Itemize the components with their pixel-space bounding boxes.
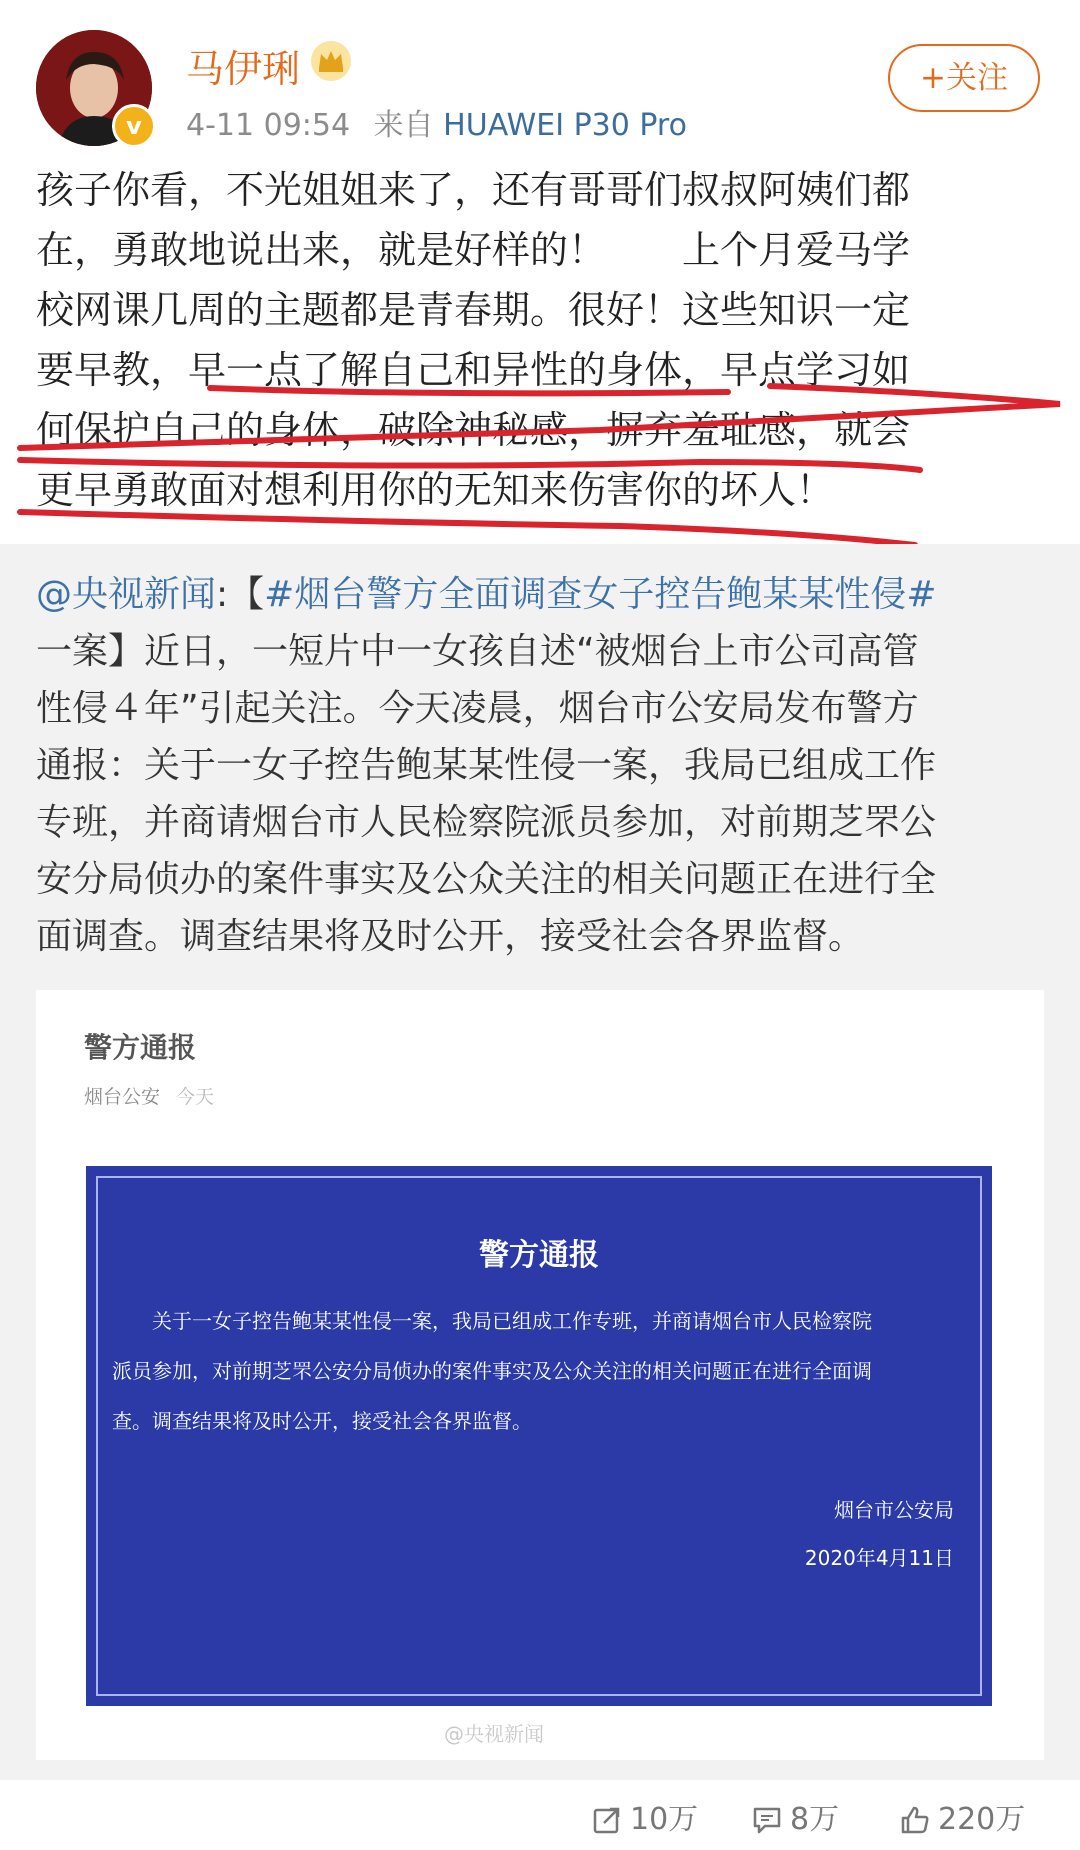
notice-image[interactable] (36, 990, 1044, 1760)
watermark: @央视新闻 (444, 1722, 544, 1746)
notice-time: 今天 (176, 1086, 215, 1108)
repost-line: 安分局侦办的案件事实及公众关注的相关问题正在进行全 (36, 859, 937, 900)
verified-badge-icon: v (112, 104, 156, 148)
repost-line: 性侵４年”引起关注。今天凌晨，烟台市公安局发布警方 (36, 688, 919, 729)
author-name[interactable]: 马伊琍 (186, 47, 301, 91)
crown-icon[interactable] (310, 40, 352, 82)
repost-section[interactable] (0, 544, 1080, 1780)
repost-line: 面调查。调查结果将及时公开，接受社会各界监督。 (36, 916, 865, 957)
notice-board (86, 1166, 992, 1706)
like-action[interactable] (900, 1794, 1025, 1838)
notice-body-line: 查。调查结果将及时公开，接受社会各界监督。 (112, 1409, 532, 1433)
post-text (36, 160, 1052, 520)
repost-text (36, 566, 1052, 965)
notice-board-frame (96, 1176, 982, 1696)
repost-line: 专班，并商请烟台市人民检察院派员参加，对前期芝罘公 (36, 802, 937, 843)
post-line: 更早勇敢面对想利用你的无知来伤害你的坏人！ (36, 468, 835, 512)
mention-link[interactable]: @央视新闻 (36, 574, 217, 615)
post-line: 校网课几周的主题都是青春期。很好！这些知识一定 (36, 288, 911, 332)
post-line: 要早教，早一点了解自己和异性的身体，早点学习如 (36, 348, 911, 392)
repost-line: 通报：关于一女子控告鲍某某性侵一案，我局已组成工作 (36, 745, 937, 786)
comment-action[interactable] (752, 1794, 839, 1838)
post-header (0, 0, 1080, 160)
notice-board-title: 警方通报 (479, 1238, 599, 1273)
post-line: 孩子你看，不光姐姐来了，还有哥哥们叔叔阿姨们都 (36, 168, 911, 212)
comment-count: 8万 (790, 1802, 840, 1837)
thumbs-up-icon (900, 1805, 930, 1835)
repost-colon: :【 (216, 574, 265, 615)
hashtag-link[interactable]: #烟台警方全面调查女子控告鲍某某性侵# (264, 574, 937, 615)
repost-first-line (36, 566, 1052, 623)
comment-icon (752, 1805, 782, 1835)
post-line: 在，勇敢地说出来，就是好样的！ 上个月爱马学 (36, 228, 911, 272)
notice-signature: 烟台市公安局 (834, 1498, 954, 1522)
post-meta (186, 100, 687, 144)
notice-date: 2020年4月11日 (804, 1546, 954, 1570)
like-count: 220万 (938, 1802, 1026, 1837)
post-line: 何保护自己的身体，破除神秘感，摒弃羞耻感，就会 (36, 408, 911, 452)
notice-source: 烟台公安 (84, 1086, 161, 1108)
notice-body-line: 关于一女子控告鲍某某性侵一案，我局已组成工作专班，并商请烟台市人民检察院 (112, 1309, 872, 1333)
follow-button[interactable]: +关注 (888, 44, 1040, 112)
notice-body-line: 派员参加，对前期芝罘公安分局侦办的案件事实及公众关注的相关问题正在进行全面调 (112, 1359, 872, 1383)
repost-line: 一案】近日，一短片中一女孩自述“被烟台上市公司高管 (36, 631, 919, 672)
post-time: 4-11 09:54 (186, 108, 351, 143)
source-prefix: 来自 (373, 108, 434, 143)
notice-board-body (112, 1296, 966, 1446)
share-icon (592, 1805, 622, 1835)
action-bar (0, 1780, 1080, 1850)
repost-count: 10万 (630, 1802, 699, 1837)
device-link[interactable]: HUAWEI P30 Pro (443, 108, 687, 143)
notice-header-meta (84, 1082, 214, 1109)
notice-header-title: 警方通报 (84, 1031, 197, 1064)
repost-action[interactable] (592, 1794, 698, 1838)
